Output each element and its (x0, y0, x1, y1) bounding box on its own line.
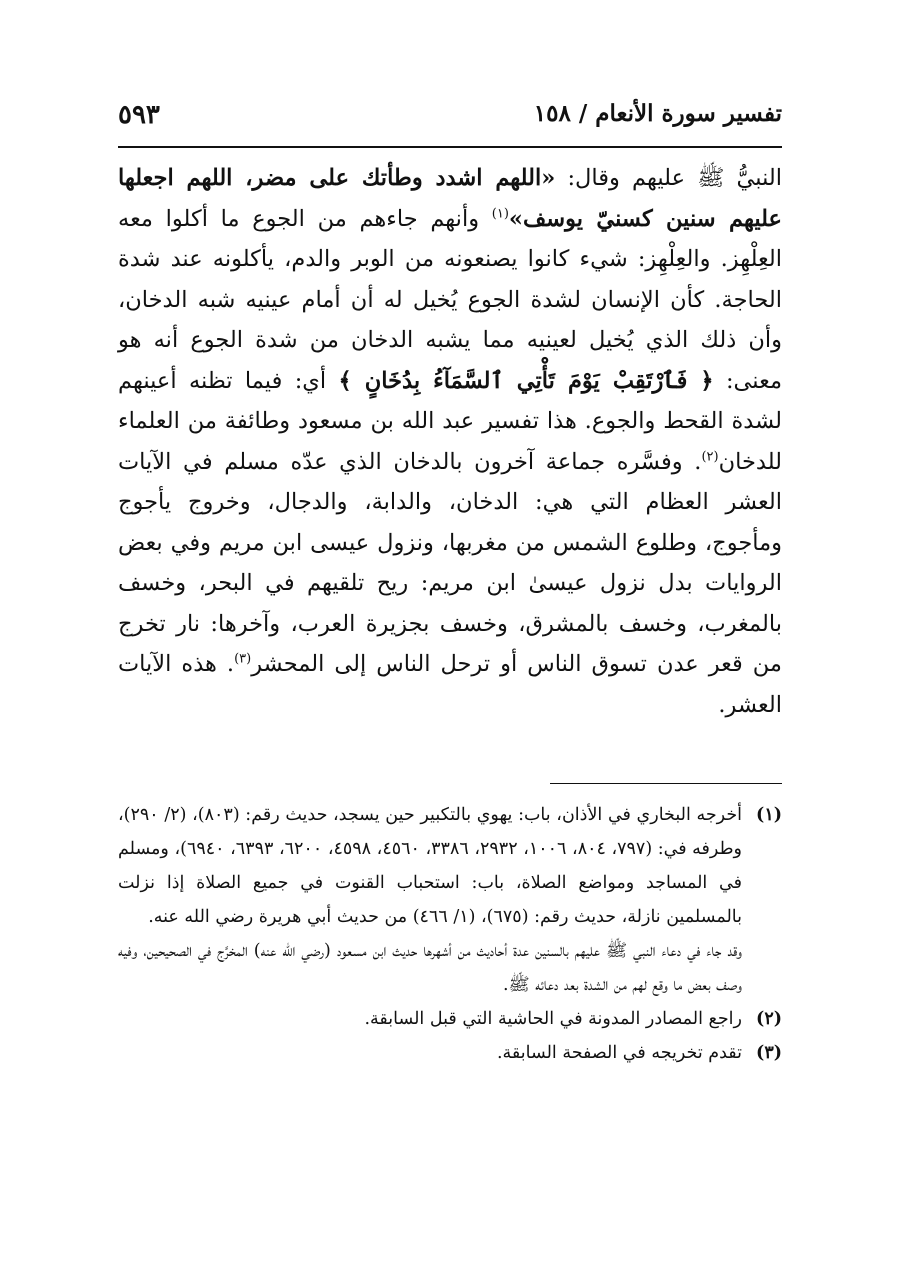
footnote-text: تقدم تخريجه في الصفحة السابقة. (496, 1043, 742, 1063)
footnote-3 (118, 1036, 782, 1070)
quran-verse: ﴿ فَٱرْتَقِبْ يَوْمَ تَأْتِي ٱلسَّمَآءُ بِدُخَانٍ ﴾ (338, 367, 714, 394)
footnote-text: أخرجه البخاري في الأذان، باب: يهوي بالتكبير حين يسجد، حديث رقم: (٨٠٣)، (٢/ ٢٩٠)، وطرفه في: (٧٩٧، ٨٠٤، ١٠٠٦، ٢٩٣٢، ٣٣٨٦، ٤٥٦٠، ٤٥٩٨، ٦٢٠٠، ٦٣٩٣، ٦٩٤٠)، ومسلم في المساجد ومواضع الصلاة، باب: استحباب القنوت في جميع الصلاة إذا نزلت بالمسلمين نازلة، حديث رقم: (٦٧٥)، (١/ ٤٦٦) من حديث أبي هريرة رضي الله عنه. (118, 805, 742, 927)
text-segment: النبيُّ ﷺ عليهم وقال: (555, 165, 782, 191)
footnote-ref-3: (٣) (234, 651, 252, 667)
running-header (118, 100, 782, 140)
header-title: تفسير سورة الأنعام / ١٥٨ (533, 100, 782, 127)
footnote-separator (550, 783, 782, 784)
footnote-text: راجع المصادر المدونة في الحاشية التي قبل السابقة. (364, 1009, 742, 1029)
text-segment: وأنهم جاءهم من الجوع ما أكلوا معه العِلْهِز. والعِلْهِز: شيء كانوا يصنعونه من الوبر والدم، يأكلونه عند شدة الحاجة. كأن الإنسان لشدة الجوع يُخيل له أن أمام عينيه شبه الدخان، وأن ذلك الذي يُخيل لعينيه مما يشبه الدخان من شدة الجوع أنه هو معنى: (118, 205, 782, 394)
text-segment: . وفسَّره جماعة آخرون بالدخان الذي عدّه مسلم في الآيات العشر العظام التي هي: الدخان، والدابة، والدجال، وخروج يأجوج ومأجوج، وطلوع الشمس من مغربها، ونزول عيسى ابن مريم وفي بعض الروايات بدل نزول عيسىٰ ابن مريم: ريح تلقيهم في البحر، وخسف بالمغرب، وخسف بالمشرق، وخسف بجزيرة العرب، وآخرها: نار تخرج من قعر عدن تسوق الناس أو ترحل الناس إلى المحشر (118, 448, 782, 677)
text-segment: أي: فيما تظنه أعينهم لشدة القحط والجوع. هذا تفسير عبد الله بن مسعود وطائفة من العلماء للدخان (118, 367, 782, 475)
footnote-1-continuation: وقد جاء في دعاء النبي ﷺ عليهم بالسنين عدة أحاديث من أشهرها حديث ابن مسعود (رضي الله عنه) المخرَّج في الصحيحين، وفيه وصف بعض ما وقع لهم من الشدة بعد دعائه ﷺ. (118, 941, 742, 995)
footnote-ref-1: (١) (491, 206, 509, 221)
page-number: ٥٩٣ (118, 100, 160, 130)
main-text (118, 158, 782, 725)
text-segment: . هذه الآيات العشر. (118, 651, 782, 718)
footnote-number: (٢) (756, 1009, 782, 1029)
footnotes (118, 798, 782, 1070)
footnote-number: (٣) (756, 1043, 782, 1063)
footnote-number: (١) (756, 805, 782, 825)
header-rule (118, 146, 782, 148)
hadith-quote: «اللهم اشدد وطأتك على مضر، اللهم اجعلها عليهم سنين كسنيّ يوسف» (118, 165, 782, 232)
footnote-1 (118, 798, 782, 934)
main-paragraph (118, 158, 782, 725)
footnote-ref-2: (٢) (701, 449, 719, 464)
footnote-2 (118, 1002, 782, 1036)
